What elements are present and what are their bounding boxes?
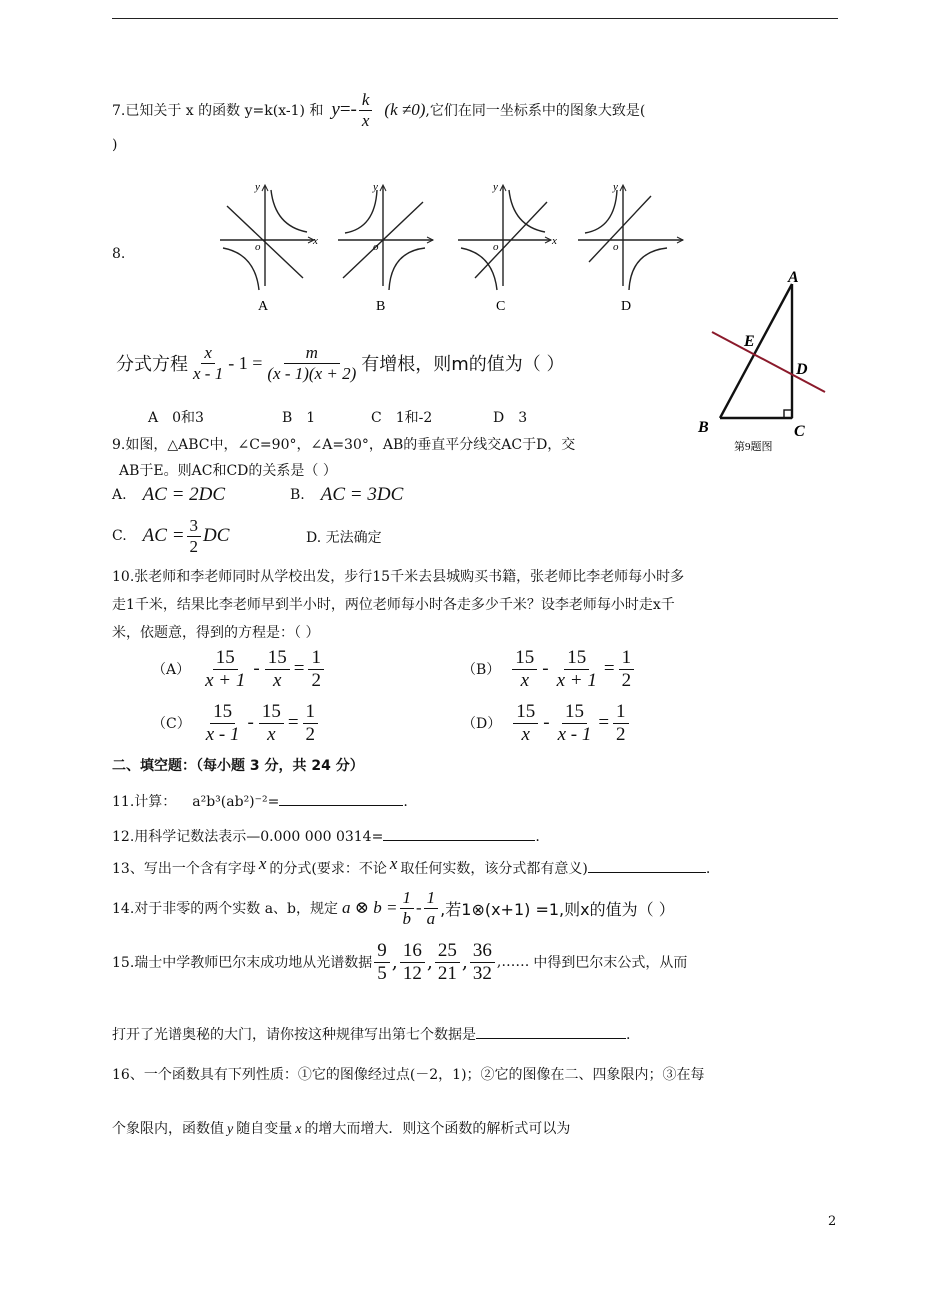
minus-sign: - [542, 658, 549, 679]
page-number: 2 [828, 1214, 837, 1229]
q8-minus1: - 1 = [228, 352, 263, 373]
q8-prefix: 分式方程 [116, 354, 188, 375]
q15-fraction [435, 940, 460, 985]
graph-d-label: D [621, 299, 632, 314]
q8-suffix: 有增根，则m的值为（ ） [361, 354, 565, 375]
q10-line1: 10.张老师和李老师同时从学校出发，步行15千米去县城购买书籍，张老师比李老师每小时多 [112, 569, 685, 585]
fraction-numerator: 15 [562, 701, 587, 724]
minus-sign: - [247, 712, 254, 733]
minus-sign: - [543, 712, 550, 733]
fraction-denominator: x - 1 [557, 723, 592, 745]
fraction-denominator: x [520, 669, 530, 691]
q8-choice-d: D 3 [493, 410, 528, 426]
q9-option-c: C. AC = $\frac{3}{2}$ DC [112, 515, 230, 556]
q12-answer-blank[interactable] [383, 840, 535, 841]
equals-sign: = [287, 712, 299, 733]
fraction-denominator: 2 [311, 669, 321, 691]
fraction-numerator: 1 [613, 701, 629, 724]
graph-a-y: y [255, 181, 260, 193]
question-13: 13、写出一个含有字母 x 的分式(要求：不论 x 取任何实数，该分式都有意义) . [112, 854, 711, 877]
q10-option-c [152, 698, 320, 748]
q10-option-a [152, 644, 326, 694]
q11-answer-blank[interactable] [279, 805, 403, 806]
q15-fraction [470, 940, 495, 985]
q15-fraction [400, 940, 425, 985]
fraction-numerator: 1 [619, 647, 635, 670]
section-2-heading: 二、填空题：（每小题 3 分，共 24 分） [112, 758, 364, 774]
q8-equation [116, 336, 565, 390]
q8-choice-a: A 0和3 [148, 410, 204, 426]
q7-eq: =- [339, 99, 357, 120]
q7-condition: (k ≠0) [384, 100, 426, 119]
q8-graphs [215, 178, 695, 318]
equals-sign: = [293, 658, 305, 679]
graph-c-label: C [496, 299, 506, 314]
question-14: 14.对于非零的两个实数 a、b，规定 a ⊗ b = $\frac{1}{b}$ - $\frac{1}{a}$ ,若1⊗(x+1) =1,则x的值为（ ） [112, 887, 675, 928]
q7-y: y [331, 99, 340, 120]
q10-rhs-fraction [308, 647, 324, 692]
graph-d [578, 181, 683, 314]
q7-prefix: 7.已知关于 x 的函数 y=k(x-1) 和 [112, 103, 324, 119]
q10-fraction [259, 701, 284, 746]
q15-fraction [374, 940, 390, 985]
comma: , [461, 951, 468, 973]
fraction-numerator: 15 [259, 701, 284, 724]
fraction-numerator: 1 [303, 701, 319, 724]
fraction-numerator: 15 [512, 647, 537, 670]
fraction-denominator: 21 [437, 962, 457, 984]
graph-b [338, 181, 433, 314]
fraction-numerator: 15 [564, 647, 589, 670]
fig9-c: C [794, 423, 805, 440]
q10-rhs-fraction [303, 701, 319, 746]
q10-rhs-fraction [619, 647, 635, 692]
fraction-numerator: 25 [435, 940, 460, 963]
q10-fraction [202, 647, 248, 692]
svg-text:o: o [493, 241, 499, 253]
q10-fraction [555, 701, 595, 746]
q16-line2: 个象限内，函数值 y 随自变量 x 的增大而增大．则这个函数的解析式可以为 [112, 1121, 571, 1137]
equals-sign: = [598, 712, 610, 733]
q7-frac-den: x [361, 110, 370, 130]
graph-b-label: B [376, 299, 386, 314]
q15-line2: 打开了光谱奥秘的大门，请你按这种规律写出第七个数据是 . [112, 1027, 631, 1043]
q10-option-d [462, 698, 631, 748]
minus-sign: - [253, 658, 260, 679]
q7-frac-num: k [359, 90, 373, 111]
q8-frac1: $\frac{x}{x - 1}$ [193, 342, 224, 383]
equals-sign: = [603, 658, 615, 679]
fig9-b: B [698, 419, 709, 436]
q13-answer-blank[interactable] [588, 872, 706, 873]
q9-option-b: B. AC = 3DC [290, 484, 404, 505]
fraction-numerator: 15 [513, 701, 538, 724]
fraction-denominator: x - 1 [205, 723, 240, 745]
q10-option-label: （D） [462, 716, 502, 732]
graph-a [220, 181, 318, 314]
fig9-e: E [744, 333, 755, 350]
fraction-denominator: x + 1 [556, 669, 597, 691]
q10-fraction [512, 647, 537, 692]
fraction-numerator: 16 [400, 940, 425, 963]
q7-suffix: ,它们在同一坐标系中的图象大致是( [425, 103, 646, 119]
fraction-denominator: x + 1 [205, 669, 246, 691]
q9-line1: 9.如图，△ABC中，∠C=90°，∠A=30°，AB的垂直平分线交AC于D，交 [112, 437, 576, 453]
q10-option-label: （C） [152, 716, 191, 732]
comma: , [426, 951, 433, 973]
svg-text:o: o [613, 241, 619, 253]
q9-line2: AB于E。则AC和CD的关系是（ ） [119, 463, 337, 479]
fig9-d: D [796, 361, 808, 378]
svg-text:y: y [613, 181, 618, 193]
fraction-numerator: 36 [470, 940, 495, 963]
fraction-numerator: 15 [265, 647, 290, 670]
q15-fractions [372, 940, 497, 985]
question-11: 11.计算： a²b³(ab²)⁻²= . [112, 794, 408, 810]
q15-answer-blank[interactable] [476, 1038, 626, 1039]
fig9-caption: 第9题图 [734, 441, 773, 453]
graph-a-x: x [313, 235, 318, 247]
fraction-denominator: 32 [472, 962, 492, 984]
q9-option-a: A. AC = 2DC [112, 484, 226, 505]
fraction-denominator: x [267, 723, 276, 745]
q10-rhs-fraction [613, 701, 629, 746]
fraction-denominator: 2 [616, 723, 626, 745]
q10-fraction [554, 647, 600, 692]
graph-c [458, 181, 557, 314]
q8-number: 8. [112, 246, 126, 262]
svg-text:o: o [373, 241, 379, 253]
q10-option-b [462, 644, 636, 694]
fraction-denominator: 12 [402, 962, 422, 984]
fraction-denominator: x [273, 669, 282, 691]
comma: , [391, 951, 398, 973]
fraction-denominator: 2 [621, 669, 632, 691]
fig9-a: A [788, 269, 799, 286]
q10-fraction [265, 647, 290, 692]
q8-choice-b: B 1 [282, 410, 316, 426]
svg-text:y: y [373, 181, 378, 193]
q7-fraction [359, 90, 373, 130]
question-15: 15.瑞士中学教师巴尔末成功地从光谱数据 $\frac{9}{5}$ , $\frac{16}{12}$ , $\frac{25}{21}$ , $\frac{36}{32}$ ,…… 中得到巴尔末公式，从而 [112, 939, 688, 984]
fraction-numerator: 15 [213, 647, 238, 670]
fraction-denominator: x [521, 723, 530, 745]
header-rule [112, 18, 838, 19]
graph-a-o: o [255, 241, 261, 253]
q10-option-label: （B） [462, 662, 501, 678]
q10-fraction [513, 701, 538, 746]
question-12: 12.用科学记数法表示—0.000 000 0314= . [112, 829, 540, 845]
fraction-denominator: 2 [305, 723, 316, 745]
q9-option-d: D. 无法确定 [306, 530, 382, 546]
svg-text:y: y [493, 181, 498, 193]
q8-frac2: $\frac{m}{(x - 1)(x + 2)}$ [267, 342, 357, 383]
q9-c-fraction: $\frac{3}{2}$ [187, 516, 202, 556]
svg-text:x: x [552, 235, 557, 247]
q8-choice-c: C 1和-2 [371, 410, 433, 426]
fraction-numerator: 9 [374, 940, 390, 963]
q7-close: ) [112, 137, 118, 153]
q10-fraction [203, 701, 243, 746]
q16-line1: 16、一个函数具有下列性质：①它的图像经过点(－2，1)；②它的图像在二、四象限内；③在每 [112, 1067, 705, 1083]
fraction-denominator: 5 [377, 962, 387, 984]
q10-line2: 走1千米，结果比李老师早到半小时，两位老师每小时各走多少千米？设李老师每小时走x千 [112, 597, 675, 613]
question-7 [112, 84, 645, 136]
fraction-numerator: 15 [210, 701, 235, 724]
q10-line3: 米，依题意，得到的方程是：（ ） [112, 625, 320, 641]
figure-9 [690, 262, 840, 462]
q10-option-label: （A） [152, 662, 191, 678]
fraction-numerator: 1 [308, 647, 324, 670]
graph-a-label: A [258, 299, 269, 314]
